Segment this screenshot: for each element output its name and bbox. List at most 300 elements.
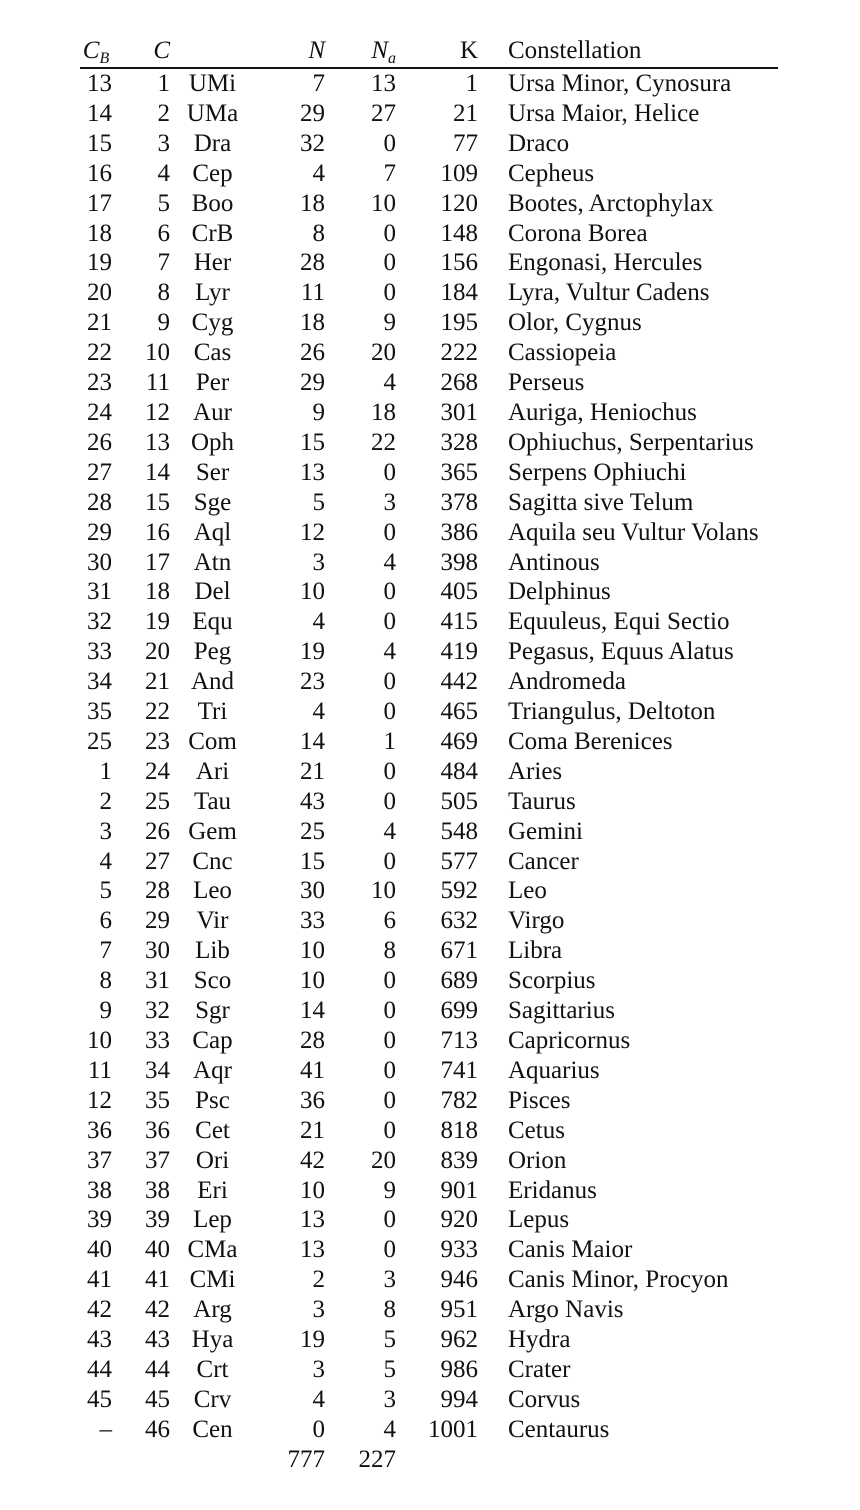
cell-abbr: Sgr — [195, 997, 230, 1025]
cell-n: 13 — [300, 1206, 325, 1234]
cell-n: 7 — [312, 70, 325, 97]
header-na-sub: a — [388, 50, 396, 67]
cell-c: 3 — [157, 129, 170, 157]
cell-k: 741 — [440, 1056, 478, 1084]
totals-c-empty — [112, 1445, 170, 1475]
cell-cb: 40 — [87, 1236, 112, 1264]
cell-cb: 19 — [87, 249, 112, 277]
cell-abbr: UMi — [188, 70, 237, 97]
cell-c: 4 — [157, 159, 170, 187]
table-row — [80, 1086, 778, 1116]
cell-abbr: Ori — [195, 1146, 230, 1174]
cell-na: 0 — [383, 787, 396, 815]
table-row — [80, 996, 778, 1026]
table-row — [80, 1415, 778, 1445]
cell-constellation: Canis Maior — [508, 1236, 633, 1264]
cell-na: 0 — [383, 997, 396, 1025]
cell-constellation: Argo Navis — [508, 1296, 624, 1324]
cell-cb: 7 — [99, 937, 112, 965]
cell-cb: 28 — [87, 488, 112, 516]
cell-abbr: Ari — [195, 757, 230, 785]
cell-constellation: Coma Berenices — [508, 727, 673, 755]
cell-c: 13 — [145, 428, 170, 456]
cell-k: 839 — [440, 1146, 478, 1174]
cell-k: 689 — [440, 967, 478, 995]
cell-na: 5 — [383, 1326, 396, 1354]
cell-k: 465 — [440, 698, 478, 726]
table-row — [80, 757, 778, 787]
cell-na: 10 — [371, 877, 396, 905]
cell-na: 0 — [383, 279, 396, 307]
cell-k: 21 — [453, 99, 478, 127]
table-row — [80, 248, 778, 278]
cell-na: 0 — [383, 1086, 396, 1114]
cell-abbr: Atn — [193, 548, 232, 576]
cell-abbr: Crt — [196, 1355, 229, 1383]
cell-k: 713 — [440, 1027, 478, 1054]
table-row — [80, 1116, 778, 1146]
cell-cb: 41 — [87, 1266, 112, 1294]
cell-cb: 39 — [87, 1206, 112, 1234]
cell-abbr: CrB — [191, 219, 234, 247]
header-cb-main: C — [82, 37, 100, 64]
cell-constellation: Cancer — [508, 847, 579, 875]
cell-constellation: Aquarius — [508, 1056, 600, 1084]
cell-cb: 35 — [87, 698, 112, 726]
cell-c: 22 — [145, 698, 170, 726]
cell-constellation: Ophiuchus, Serpentarius — [508, 428, 754, 456]
cell-abbr: Peg — [193, 638, 232, 666]
cell-n: 3 — [312, 1296, 325, 1324]
cell-na: 0 — [383, 1236, 396, 1264]
cell-abbr: Aur — [193, 398, 232, 426]
table-body — [80, 68, 778, 1445]
cell-constellation: Centaurus — [508, 1415, 610, 1443]
cell-c: 44 — [145, 1355, 170, 1383]
cell-constellation: Virgo — [508, 907, 565, 935]
header-na-main: N — [371, 37, 388, 64]
cell-k: 184 — [440, 279, 478, 307]
cell-c: 38 — [145, 1176, 170, 1204]
cell-abbr: Sge — [193, 488, 232, 516]
cell-constellation: Auriga, Heniochus — [508, 398, 697, 426]
cell-k: 592 — [440, 877, 478, 905]
cell-c: 6 — [157, 219, 170, 247]
cell-cb: 4 — [99, 847, 112, 875]
cell-k: 994 — [440, 1385, 478, 1413]
cell-na: 0 — [383, 847, 396, 875]
totals-abbr-empty — [170, 1445, 255, 1475]
cell-c: 5 — [157, 189, 170, 217]
cell-abbr: Cas — [193, 339, 232, 367]
cell-cb: 21 — [87, 309, 112, 337]
cell-cb: 25 — [87, 727, 112, 755]
cell-c: 21 — [145, 668, 170, 696]
cell-na: 20 — [371, 1146, 396, 1174]
cell-n: 10 — [300, 1176, 325, 1204]
table-row — [80, 1235, 778, 1265]
cell-c: 7 — [157, 249, 170, 277]
cell-c: 12 — [145, 398, 170, 426]
header-c-label: C — [153, 37, 170, 64]
table-row — [80, 488, 778, 518]
cell-c: 16 — [145, 518, 170, 546]
cell-cb: 12 — [87, 1086, 112, 1114]
cell-c: 32 — [145, 997, 170, 1025]
cell-k: 1 — [465, 70, 478, 97]
cell-n: 28 — [300, 1027, 325, 1054]
cell-k: 120 — [440, 189, 478, 217]
cell-n: 3 — [312, 1355, 325, 1383]
cell-n: 3 — [312, 548, 325, 576]
cell-constellation: Cetus — [508, 1116, 565, 1144]
cell-na: 4 — [383, 817, 396, 845]
cell-constellation: Ursa Minor, Cynosura — [508, 70, 732, 97]
cell-cb: 32 — [87, 608, 112, 636]
cell-k: 818 — [440, 1116, 478, 1144]
table-row — [80, 727, 778, 757]
cell-na: 0 — [383, 219, 396, 247]
cell-k: 951 — [440, 1296, 478, 1324]
cell-k: 378 — [440, 488, 478, 516]
table-row — [80, 1176, 778, 1206]
cell-c: 17 — [145, 548, 170, 576]
cell-k: 328 — [440, 428, 478, 456]
cell-abbr: Crv — [193, 1385, 232, 1413]
table-row — [80, 876, 778, 906]
total-na: 227 — [358, 1445, 396, 1473]
cell-k: 901 — [440, 1176, 478, 1204]
cell-constellation: Gemini — [508, 817, 583, 845]
cell-n: 4 — [312, 608, 325, 636]
cell-na: 9 — [383, 309, 396, 337]
header-n-label: N — [308, 37, 325, 64]
cell-n: 4 — [312, 1385, 325, 1413]
cell-abbr: Her — [193, 249, 232, 277]
cell-constellation: Canis Minor, Procyon — [508, 1266, 729, 1294]
cell-n: 14 — [300, 997, 325, 1025]
cell-abbr: Per — [195, 369, 230, 397]
cell-c: 36 — [145, 1116, 170, 1144]
cell-na: 4 — [383, 548, 396, 576]
cell-constellation: Olor, Cygnus — [508, 309, 642, 337]
cell-c: 33 — [145, 1027, 170, 1054]
cell-n: 4 — [312, 698, 325, 726]
cell-abbr: Aqr — [193, 1056, 232, 1084]
cell-constellation: Andromeda — [508, 668, 627, 696]
cell-n: 8 — [312, 219, 325, 247]
totals-cb-empty — [80, 1445, 112, 1475]
cell-k: 469 — [440, 727, 478, 755]
cell-na: 1 — [383, 727, 396, 755]
cell-abbr: Vir — [196, 907, 229, 935]
cell-cb: 42 — [87, 1296, 112, 1324]
cell-c: 39 — [145, 1206, 170, 1234]
cell-c: 15 — [145, 488, 170, 516]
cell-n: 13 — [300, 458, 325, 486]
table-row — [80, 607, 778, 637]
constellation-table — [80, 34, 778, 1475]
cell-cb: 44 — [87, 1355, 112, 1383]
table-row — [80, 667, 778, 697]
cell-c: 29 — [145, 907, 170, 935]
cell-na: 20 — [371, 339, 396, 367]
cell-na: 0 — [383, 518, 396, 546]
table-footer — [80, 1445, 778, 1475]
cell-constellation: Delphinus — [508, 578, 611, 606]
cell-na: 4 — [383, 638, 396, 666]
cell-n: 36 — [300, 1086, 325, 1114]
table-row — [80, 458, 778, 488]
table-row — [80, 189, 778, 219]
header-na — [325, 34, 396, 68]
cell-n: 19 — [300, 638, 325, 666]
table-row — [80, 278, 778, 308]
cell-n: 42 — [300, 1146, 325, 1174]
cell-constellation: Hydra — [508, 1326, 571, 1354]
cell-cb: 43 — [87, 1326, 112, 1354]
cell-cb: 10 — [87, 1027, 112, 1054]
cell-c: 18 — [145, 578, 170, 606]
table-row — [80, 1146, 778, 1176]
cell-constellation: Cassiopeia — [508, 339, 617, 367]
cell-k: 920 — [440, 1206, 478, 1234]
table-row — [80, 966, 778, 996]
cell-abbr: Cep — [192, 159, 233, 187]
cell-c: 30 — [145, 937, 170, 965]
table-row — [80, 817, 778, 847]
cell-c: 9 — [157, 309, 170, 337]
cell-constellation: Engonasi, Hercules — [508, 249, 703, 277]
cell-k: 671 — [440, 937, 478, 965]
table-row — [80, 1205, 778, 1235]
cell-n: 15 — [300, 428, 325, 456]
header-abbr — [170, 34, 255, 68]
table-row — [80, 1325, 778, 1355]
cell-abbr: Dra — [193, 129, 232, 157]
cell-na: 0 — [383, 1056, 396, 1084]
cell-constellation: Aquila seu Vultur Volans — [508, 518, 759, 546]
cell-na: 0 — [383, 757, 396, 785]
cell-constellation: Corona Borea — [508, 219, 648, 247]
cell-k: 156 — [440, 249, 478, 277]
cell-n: 29 — [300, 369, 325, 397]
header-c — [112, 34, 170, 68]
cell-na: 8 — [383, 937, 396, 965]
cell-n: 10 — [300, 578, 325, 606]
cell-abbr: Equ — [192, 608, 233, 636]
cell-na: 7 — [383, 159, 396, 187]
cell-constellation: Lepus — [508, 1206, 570, 1234]
table-row — [80, 1295, 778, 1325]
cell-k: 415 — [440, 608, 478, 636]
cell-cb: 23 — [87, 369, 112, 397]
cell-abbr: Psc — [195, 1086, 230, 1114]
cell-c: 25 — [145, 787, 170, 815]
cell-k: 986 — [440, 1355, 478, 1383]
cell-cb: 36 — [87, 1116, 112, 1144]
cell-na: 0 — [383, 1027, 396, 1054]
cell-constellation: Scorpius — [508, 967, 596, 995]
cell-abbr: And — [190, 668, 235, 696]
cell-na: 0 — [383, 129, 396, 157]
cell-constellation: Pisces — [508, 1086, 571, 1114]
cell-c: 26 — [145, 817, 170, 845]
cell-k: 405 — [440, 578, 478, 606]
cell-c: 19 — [145, 608, 170, 636]
cell-na: 27 — [371, 99, 396, 127]
cell-na: 0 — [383, 698, 396, 726]
cell-c: 45 — [145, 1385, 170, 1413]
table-row — [80, 159, 778, 189]
cell-k: 222 — [440, 339, 478, 367]
cell-na: 0 — [383, 458, 396, 486]
cell-k: 782 — [440, 1086, 478, 1114]
table-row — [80, 637, 778, 667]
cell-cb: 17 — [87, 189, 112, 217]
cell-cb: 18 — [87, 219, 112, 247]
header-cb-sub: B — [99, 50, 110, 67]
cell-c: 31 — [145, 967, 170, 995]
cell-na: 22 — [371, 428, 396, 456]
cell-n: 21 — [300, 1116, 325, 1144]
table-row — [80, 787, 778, 817]
cell-cb: 6 — [99, 907, 112, 935]
cell-cb: 29 — [87, 518, 112, 546]
cell-n: 41 — [300, 1056, 325, 1084]
cell-k: 632 — [440, 907, 478, 935]
cell-constellation: Serpens Ophiuchi — [508, 458, 687, 486]
cell-constellation: Orion — [508, 1146, 567, 1174]
cell-k: 419 — [440, 638, 478, 666]
cell-n: 18 — [300, 309, 325, 337]
table-row — [80, 129, 778, 159]
cell-k: 962 — [440, 1326, 478, 1354]
cell-c: 1 — [157, 70, 170, 97]
cell-cb: 20 — [87, 279, 112, 307]
cell-cb: 24 — [87, 398, 112, 426]
cell-constellation: Equuleus, Equi Sectio — [508, 608, 730, 636]
cell-c: 23 — [145, 727, 170, 755]
cell-c: 43 — [145, 1326, 170, 1354]
cell-constellation: Aries — [508, 757, 563, 785]
cell-na: 8 — [383, 1296, 396, 1324]
constellation-table-container — [80, 34, 778, 1475]
cell-cb: 16 — [87, 159, 112, 187]
cell-abbr: Cap — [192, 1027, 233, 1054]
header-row — [80, 34, 778, 68]
cell-abbr: Cnc — [192, 847, 233, 875]
cell-n: 10 — [300, 937, 325, 965]
cell-k: 148 — [440, 219, 478, 247]
table-row — [80, 1385, 778, 1415]
cell-abbr: UMa — [186, 99, 239, 127]
cell-na: 13 — [371, 70, 396, 97]
table-row — [80, 428, 778, 458]
cell-constellation: Ursa Maior, Helice — [508, 99, 700, 127]
cell-na: 0 — [383, 967, 396, 995]
table-row — [80, 1056, 778, 1086]
cell-n: 9 — [312, 398, 325, 426]
cell-n: 10 — [300, 967, 325, 995]
cell-n: 18 — [300, 189, 325, 217]
cell-constellation: Lyra, Vultur Cadens — [508, 279, 710, 307]
cell-c: 20 — [145, 638, 170, 666]
cell-k: 268 — [440, 369, 478, 397]
cell-k: 301 — [440, 398, 478, 426]
cell-n: 33 — [300, 907, 325, 935]
cell-n: 13 — [300, 1236, 325, 1264]
cell-cb: 15 — [87, 129, 112, 157]
cell-n: 32 — [300, 129, 325, 157]
cell-n: 5 — [312, 488, 325, 516]
cell-constellation: Bootes, Arctophylax — [508, 189, 714, 217]
cell-n: 12 — [300, 518, 325, 546]
table-row — [80, 398, 778, 428]
cell-n: 23 — [300, 668, 325, 696]
cell-n: 19 — [300, 1326, 325, 1354]
cell-cb: 26 — [87, 428, 112, 456]
cell-c: 27 — [145, 847, 170, 875]
cell-c: 35 — [145, 1086, 170, 1114]
cell-k: 577 — [440, 847, 478, 875]
cell-c: 34 — [145, 1056, 170, 1084]
table-row — [80, 697, 778, 727]
cell-abbr: Boo — [191, 189, 234, 217]
cell-n: 2 — [312, 1266, 325, 1294]
header-n — [255, 34, 325, 68]
cell-na: 9 — [383, 1176, 396, 1204]
table-row — [80, 577, 778, 607]
cell-c: 14 — [145, 458, 170, 486]
cell-k: 699 — [440, 997, 478, 1025]
table-row — [80, 308, 778, 338]
total-n: 777 — [287, 1445, 325, 1473]
cell-n: 30 — [300, 877, 325, 905]
header-cb — [80, 34, 112, 68]
cell-cb: 34 — [87, 668, 112, 696]
cell-n: 43 — [300, 787, 325, 815]
table-row — [80, 936, 778, 966]
cell-k: 386 — [440, 518, 478, 546]
table-row — [80, 847, 778, 877]
cell-na: 0 — [383, 608, 396, 636]
cell-cb: 11 — [87, 1056, 112, 1084]
table-row — [80, 518, 778, 548]
cell-abbr: Cyg — [191, 309, 234, 337]
table-row — [80, 219, 778, 249]
cell-abbr: Cen — [192, 1415, 233, 1443]
table-row — [80, 68, 778, 99]
cell-c: 40 — [145, 1236, 170, 1264]
cell-c: 46 — [145, 1415, 170, 1443]
table-row — [80, 1355, 778, 1385]
cell-abbr: CMi — [189, 1266, 236, 1294]
cell-abbr: Gem — [188, 817, 237, 845]
cell-constellation: Sagitta sive Telum — [508, 488, 694, 516]
cell-constellation: Crater — [508, 1355, 571, 1383]
cell-k: 77 — [453, 129, 478, 157]
cell-cb: – — [99, 1415, 112, 1443]
cell-abbr: Lyr — [195, 279, 230, 307]
cell-cb: 5 — [99, 877, 112, 905]
cell-cb: 45 — [87, 1385, 112, 1413]
cell-na: 4 — [383, 369, 396, 397]
totals-row — [80, 1445, 778, 1475]
cell-abbr: Aql — [193, 518, 232, 546]
cell-na: 10 — [371, 189, 396, 217]
table-row — [80, 338, 778, 368]
